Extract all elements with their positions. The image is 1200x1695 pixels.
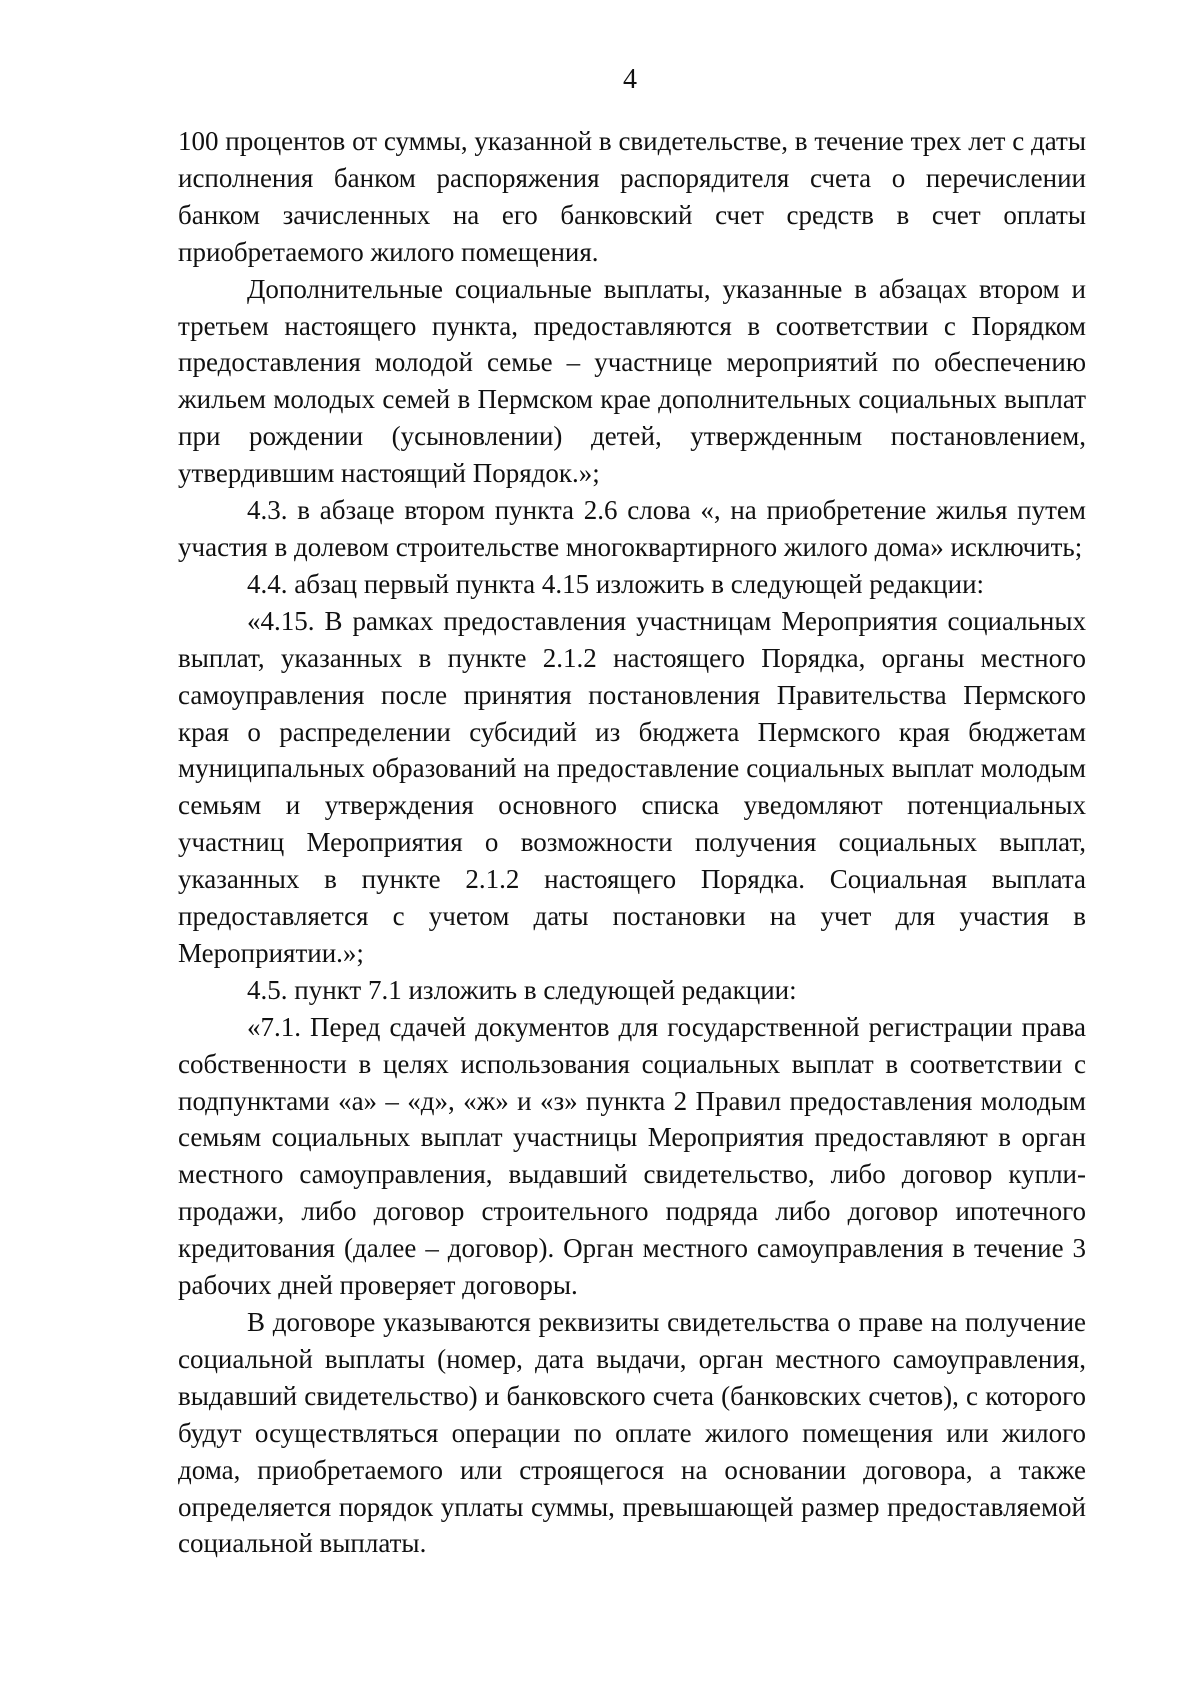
paragraph-additional-payments: Дополнительные социальные выплаты, указанные в абзацах втором и третьем настоящего пункта, предоставляются в соответствии с Порядком предоставления молодой семье – участнице мероприятий по обеспечению жильем молодых семей в Пермском крае дополнительных социальных выплат при рождении (усыновлении) детей, утвержденным постановлением, утвердившим настоящий Порядок.»;: [178, 273, 1086, 489]
document-body: [178, 123, 1086, 1562]
paragraph-contract-details: В договоре указываются реквизиты свидетельства о праве на получение социальной выплаты (номер, дата выдачи, орган местного самоуправления, выдавший свидетельство) и банковского счета (банковских счетов), с которого будут осуществляться операции по оплате жилого помещения или жилого дома, приобретаемого или строящегося на основании договора, а также определяется порядок уплаты суммы, превышающей размер предоставляемой социальной выплаты.: [178, 1307, 1086, 1559]
paragraph-continuation: 100 процентов от суммы, указанной в свидетельстве, в течение трех лет с даты исполнения банком распоряжения распорядителя счета о перечислении банком зачисленных на его банковский счет средств в счет оплаты приобретаемого жилого помещения.: [178, 126, 1086, 267]
page-number: 4: [623, 64, 637, 95]
paragraph-item-4-5: 4.5. пункт 7.1 изложить в следующей редакции:: [247, 974, 797, 1005]
paragraph-item-4-4: 4.4. абзац первый пункта 4.15 изложить в следующей редакции:: [247, 568, 985, 599]
paragraph-item-4-3: 4.3. в абзаце втором пункта 2.6 слова «, на приобретение жилья путем участия в долевом строительстве многоквартирного жилого дома» исключить;: [178, 495, 1086, 562]
paragraph-clause-4-15: «4.15. В рамках предоставления участницам Мероприятия социальных выплат, указанных в пункте 2.1.2 настоящего Порядка, органы местного самоуправления после принятия постановления Правительства Пермского края о распределении субсидий из бюджета Пермского края бюджетам муниципальных образований на предоставление социальных выплат молодым семьям и утверждения основного списка уведомляют потенциальных участниц Мероприятия о возможности получения социальных выплат, указанных в пункте 2.1.2 настоящего Порядка. Социальная выплата предоставляется с учетом даты постановки на учет для участия в Мероприятии.»;: [178, 605, 1086, 968]
paragraph-clause-7-1: «7.1. Перед сдачей документов для государственной регистрации права собственности в целях использования социальных выплат в соответствии с подпунктами «а» – «д», «ж» и «з» пункта 2 Правил предоставления молодым семьям социальных выплат участницы Мероприятия предоставляют в орган местного самоуправления, выдавший свидетельство, либо договор купли-продажи, либо договор строительного подряда либо договор ипотечного кредитования (далее – договор). Орган местного самоуправления в течение 3 рабочих дней проверяет договоры.: [178, 1011, 1086, 1301]
